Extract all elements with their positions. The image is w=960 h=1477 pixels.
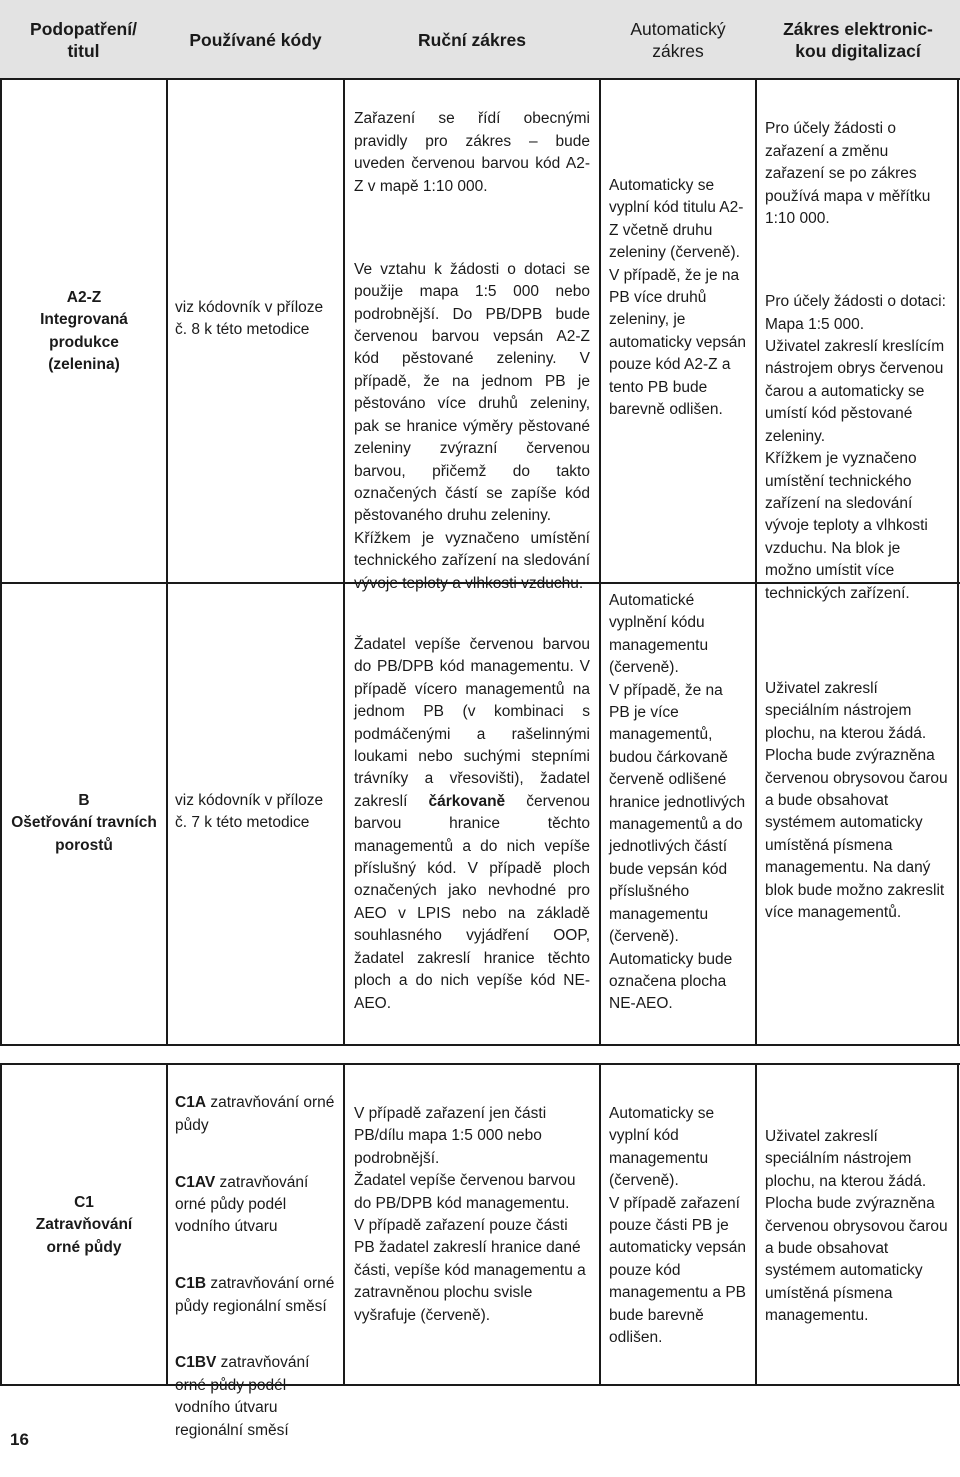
col-rule-4b [755, 1063, 757, 1386]
row-divider-3 [0, 1063, 960, 1065]
row-divider-2 [0, 1044, 960, 1046]
col-rule-5a [957, 78, 959, 1045]
header-pouzivane-kody: Používané kódy [189, 29, 322, 50]
manual-b [354, 634, 590, 1015]
row-title-b: B Ošetřování travních porostů [11, 792, 157, 854]
row-title-a2z: A2-Z Integrovaná produkce (zelenina) [40, 289, 128, 374]
header-rule [0, 78, 960, 80]
manual-b-part2: červenou barvou hranice těchto managementů a do nich vepíše příslušný kód. V případě ploch označených jako nevhodné pro AEO v LPIS nebo na základě souhlasného vyjádření OOP, žadatel zakreslí hranice těchto ploch a do nich vepíše kód NE-AEO. [354, 792, 590, 1012]
electronic-a2z [765, 96, 948, 627]
col-rule-0a [0, 78, 2, 1045]
col-rule-0b [0, 1063, 2, 1386]
manual-a2z-p2: Ve vztahu k žádosti o dotaci se použije mapa 1:5 000 nebo podrobnější. Do PB/DPB bude červenou barvou vepsán A2-Z kód pěstované zeleniny. V případě, že na jednom PB je pěstováno více druhů zeleniny, pak se hranice výměry pěstované zeleniny zvýrazní červenou barvou, přičemž do takto označených částí se zapíše kód pěstovaného druhu zeleniny. Křížkem je vyznačeno umístění technického zařízení na sledování vývoje teploty a vlhkosti vzduchu. [354, 260, 590, 592]
header-zakres-elektronicky: Zákres elektronic- kou digitalizací [783, 18, 933, 61]
manual-b-emphasis: čárkovaně [428, 792, 506, 810]
electronic-c1: Uživatel zakreslí speciálním nástrojem plochu, na kterou žádá. Plocha bude zvýrazněna červenou obrysovou čarou a bude obsahovat systémem automaticky umístěná písmena managementu. [765, 1128, 948, 1325]
col-rule-2b [343, 1063, 345, 1386]
code-c1b: C1B zatravňování orné půdy regionální směsí [175, 1275, 335, 1315]
header-podopatreni: Podopatření/ titul [30, 18, 137, 61]
col-rule-3b [599, 1063, 601, 1386]
electronic-a2z-p1: Pro účely žádosti o zařazení a změnu zařazení se po zákres používá mapa v měřítku 1:10 000. [765, 120, 931, 228]
auto-a2z: Automaticky se vyplní kód titulu A2-Z včetně druhu zeleniny (červeně). V případě, že je na PB více druhů zeleniny, je automaticky vepsán pouze kód A2-Z a tento PB bude barevně odlišen. [609, 177, 746, 419]
code-c1av: C1AV zatravňování orné půdy podél vodního útvaru [175, 1173, 309, 1236]
codes-b: viz kódovník v příloze č. 7 k této metodice [175, 792, 324, 832]
page-number: 16 [10, 1430, 29, 1449]
col-rule-3a [599, 78, 601, 1045]
table-bottom-rule [0, 1384, 960, 1386]
manual-c1: V případě zařazení jen části PB/dílu mapa 1:5 000 nebo podrobnější. Žadatel vepíše červenou barvou do PB/DPB kód managementu. V případě zařazení pouze části PB žadatel zakreslí hranice dané části, vepíše kód managementu a zatravněnou plochu svisle vyšrafuje (červeně). [354, 1105, 586, 1324]
code-c1a: C1A zatravňování orné půdy [175, 1094, 335, 1134]
code-c1bv: C1BV zatravňování orné půdy podél vodního útvaru regionální směsí [175, 1354, 310, 1439]
codes-c1 [175, 1070, 335, 1477]
header-automaticky-zakres: Automatický zákres [630, 18, 726, 61]
col-rule-5b [957, 1063, 959, 1386]
col-rule-1b [166, 1063, 168, 1386]
row-title-c1: C1 Zatravňování orné půdy [35, 1194, 133, 1256]
electronic-a2z-p2: Pro účely žádosti o dotaci: Mapa 1:5 000. Uživatel zakreslí kreslícím nástrojem obrys červenou čarou a automaticky se umístí kód pěstované zeleniny. Křížkem je vyznačeno umístění technického zařízení na sledování vývoje teploty a vlhkosti vzduchu. Na blok je možno umístit více technických zařízení. [765, 293, 946, 602]
auto-b: Automatické vyplnění kódu managementu (červeně). V případě, že na PB je více managementů, budou čárkovaně červeně odlišené hranice jednotlivých managementů a do jednotlivých částí bude vepsán kód příslušného managementu (červeně). Automaticky bude označena plocha NE-AEO. [609, 592, 746, 1013]
col-rule-4a [755, 78, 757, 1045]
manual-a2z [354, 86, 590, 617]
manual-a2z-p1: Zařazení se řídí obecnými pravidly pro zákres – bude uveden červenou barvou kód A2-Z v mapě 1:10 000. [354, 110, 590, 195]
auto-c1: Automaticky se vyplní kód managementu (červeně). V případě zařazení pouze části PB je automaticky vepsán pouze kód managementu a PB bude barevně odlišen. [609, 1105, 747, 1347]
manual-b-part1: Žadatel vepíše červenou barvou do PB/DPB kód managementu. V případě vícero managementů na jednom PB (v kombinaci s podmáčenými a rašelinnými loukami nebo suchými stepními trávníky a vřesovišti), žadatel zakreslí [354, 636, 590, 810]
header-rucni-zakres: Ruční zákres [418, 29, 526, 50]
col-rule-2a [343, 78, 345, 1045]
col-rule-1a [166, 78, 168, 1045]
table-header [0, 0, 960, 79]
codes-a2z: viz kódovník v příloze č. 8 k této metodice [175, 299, 324, 339]
electronic-b: Uživatel zakreslí speciálním nástrojem plochu, na kterou žádá. Plocha bude zvýrazněna červenou obrysovou čarou a bude obsahovat systémem automaticky umístěná písmena managementu. Na daný blok bude možno zakreslit více managementů. [765, 680, 948, 922]
